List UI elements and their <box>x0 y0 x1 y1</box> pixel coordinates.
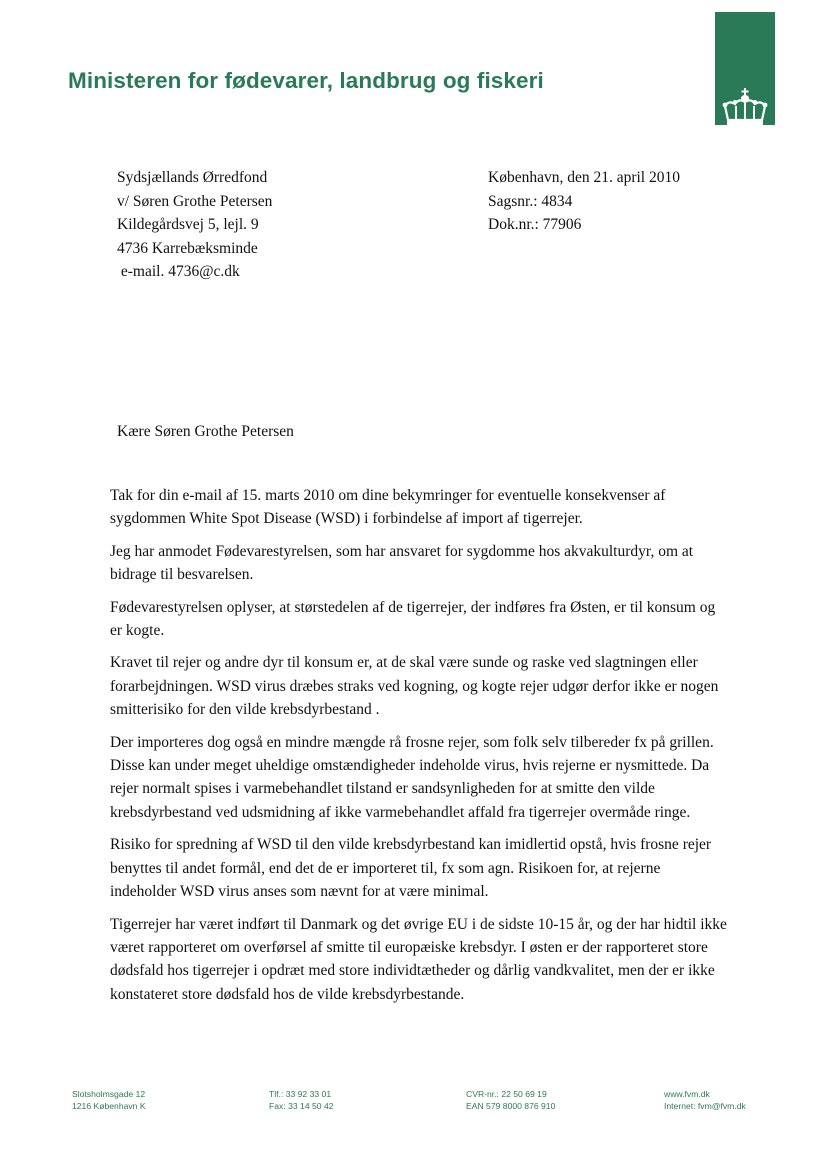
footer-registry <box>466 1089 555 1112</box>
footer-line: Slotsholmsgade 12 <box>72 1089 146 1099</box>
recipient-line: Kildegårdsvej 5, lejl. 9 <box>117 216 259 234</box>
footer-line: Tlf.: 33 92 33 01 <box>269 1089 332 1099</box>
footer-address <box>72 1089 146 1112</box>
footer-phone <box>269 1089 334 1112</box>
footer-line: 1216 København K <box>72 1100 146 1111</box>
ministry-logo <box>715 12 775 125</box>
body-paragraph: Risiko for spredning af WSD til den vilde krebsdyrbestand kan imidlertid opstå, hvis frosne rejer benyttes til andet formål, end det de er importeret til, fx som agn. Risikoen for, at rejerne indeholder WSD virus anses som nævnt for at være minimal. <box>110 836 712 901</box>
place-date: København, den 21. april 2010 <box>488 169 680 186</box>
body-paragraph: Kravet til rejer og andre dyr til konsum er, at de skal være sunde og raske ved slagtningen eller forarbejdningen. WSD virus dræbes straks ved kogning, og kogte rejer udgør derfor ikke er nogen smitterisiko for den vilde krebsdyrbestand . <box>110 654 719 719</box>
recipient-address <box>117 166 272 284</box>
case-number: Sagsnr.: 4834 <box>488 192 573 210</box>
letter-meta <box>488 166 680 237</box>
footer-line: CVR-nr.: 22 50 69 19 <box>466 1089 547 1099</box>
body-paragraph: Tigerrejer har været indført til Danmark og det øvrige EU i de sidste 10-15 år, og der har hidtil ikke været rapporteret om overførsel af smitte til europæiske krebsdyr. I østen er der rapporteret store dødsfald hos tigerrejer i opdræt med store individtætheder og dårlig vandkvalitet, men der er ikke konstateret store dødsfald hos de vilde krebsdyrbestande. <box>110 915 727 1003</box>
recipient-line: v/ Søren Grothe Petersen <box>117 192 273 210</box>
ministry-title: Ministeren for fødevarer, landbrug og fiskeri <box>68 68 544 93</box>
footer-web <box>664 1089 746 1112</box>
body-paragraph: Der importeres dog også en mindre mængde rå frosne rejer, som folk selv tilbereder fx på grillen. Disse kan under meget uheldige omstændigheder indeholde virus, hvis rejerne er nysmittede. Da rejer normalt spises i varmebehandlet tilstand er sandsynligheden for at smitte den vilde krebsdyrbestand ved udsmidning af ikke varmebehandlet affald fra tigerrejer overmåde ringe. <box>110 733 714 821</box>
recipient-email: e-mail. 4736@c.dk <box>117 263 240 281</box>
footer-line: EAN 579 8000 876 910 <box>466 1100 556 1111</box>
recipient-line: 4736 Karrebæksminde <box>117 239 258 257</box>
letter-body <box>110 484 730 1015</box>
body-paragraph: Tak for din e-mail af 15. marts 2010 om dine bekymringer for eventuelle konsekvenser af sygdommen White Spot Disease (WSD) i forbindelse af import af tigerrejer. <box>110 487 666 528</box>
footer-line: Fax: 33 14 50 42 <box>269 1100 334 1111</box>
royal-crown-icon <box>721 88 769 130</box>
document-number: Dok.nr.: 77906 <box>488 216 582 234</box>
salutation: Kære Søren Grothe Petersen <box>117 423 294 440</box>
recipient-line: Sydsjællands Ørredfond <box>117 169 268 186</box>
body-paragraph: Jeg har anmodet Fødevarestyrelsen, som har ansvaret for sygdomme hos akvakulturdyr, om at bidrage til besvarelsen. <box>110 542 694 584</box>
body-paragraph: Fødevarestyrelsen oplyser, at størstedelen af de tigerrejer, der indføres fra Østen, er til konsum og er kogte. <box>110 598 716 640</box>
footer-email[interactable]: Internet: fvm@fvm.dk <box>664 1100 746 1111</box>
footer-website[interactable]: www.fvm.dk <box>664 1089 710 1099</box>
